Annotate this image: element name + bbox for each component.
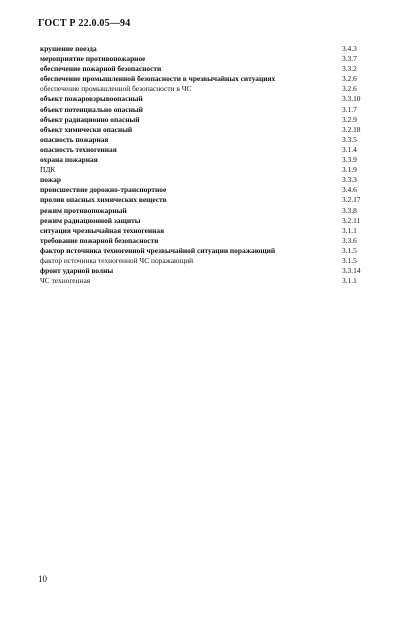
index-ref: 3.1.4 — [342, 144, 357, 154]
index-ref: 3.1.1 — [342, 276, 357, 286]
index-row — [40, 84, 370, 94]
index-ref: 3.3.2 — [342, 64, 357, 74]
index-ref: 3.1.5 — [342, 245, 357, 255]
index-row — [40, 105, 370, 115]
index-ref: 3.3.5 — [342, 134, 357, 144]
index-ref: 3.2.18 — [342, 124, 361, 134]
index-ref: 3.2.9 — [342, 114, 357, 124]
index-row — [40, 185, 370, 195]
index-term: режим противопожарный — [40, 205, 127, 215]
index-row — [40, 266, 370, 276]
index-term: охрана пожарная — [40, 155, 98, 165]
index-term: мероприятие противопожарное — [40, 54, 146, 64]
index-ref: 3.3.7 — [342, 54, 357, 64]
index-term: обеспечение промышленной безопасности в ЧС — [40, 84, 192, 94]
term-index — [40, 44, 370, 286]
document-header: ГОСТ Р 22.0.05—94 — [38, 18, 131, 29]
index-ref: 3.3.8 — [342, 205, 357, 215]
index-row — [40, 125, 370, 135]
index-row — [40, 115, 370, 125]
index-row — [40, 195, 370, 205]
index-row — [40, 276, 370, 286]
index-ref: 3.3.14 — [342, 266, 361, 276]
index-row — [40, 74, 370, 84]
index-row — [40, 94, 370, 104]
index-term: объект радиационно опасный — [40, 114, 140, 124]
index-term: ПДК — [40, 165, 56, 175]
index-row — [40, 155, 370, 165]
index-term: обеспечение промышленной безопасности в чрезвычайных ситуациях — [40, 74, 276, 84]
index-term: объект пожаровзрывоопасный — [40, 94, 143, 104]
index-term: объект химически опасный — [40, 124, 133, 134]
index-ref: 3.3.3 — [342, 175, 357, 185]
index-term: ЧС техногенная — [40, 276, 91, 286]
index-term: опасность пожарная — [40, 134, 109, 144]
index-ref: 3.3.10 — [342, 94, 361, 104]
index-ref: 3.1.5 — [342, 255, 357, 265]
index-ref: 3.3.9 — [342, 155, 357, 165]
index-term: ситуация чрезвычайная техногенная — [40, 225, 165, 235]
index-ref: 3.1.7 — [342, 104, 357, 114]
index-row — [40, 44, 370, 54]
index-term: пожар — [40, 175, 61, 185]
index-term: обеспечение пожарной безопасности — [40, 64, 162, 74]
index-term: пролив опасных химических веществ — [40, 195, 167, 205]
index-term: происшествие дорожно-транспортное — [40, 185, 167, 195]
index-term: фронт ударной волны — [40, 266, 114, 276]
index-term: требование пожарной безопасности — [40, 235, 159, 245]
index-ref: 3.1.9 — [342, 165, 357, 175]
page-number: 10 — [38, 574, 47, 584]
index-row — [40, 246, 370, 256]
index-ref: 3.2.6 — [342, 74, 357, 84]
index-term: режим радиационной защиты — [40, 215, 141, 225]
index-term: опасность техногенная — [40, 144, 117, 154]
index-row — [40, 175, 370, 185]
index-ref: 3.2.11 — [342, 215, 361, 225]
index-ref: 3.4.6 — [342, 185, 357, 195]
index-row — [40, 256, 370, 266]
index-row — [40, 135, 370, 145]
index-row — [40, 64, 370, 74]
index-row — [40, 236, 370, 246]
index-row — [40, 206, 370, 216]
index-row — [40, 145, 370, 155]
index-row — [40, 216, 370, 226]
index-term: фактор источника техногенной ЧС поражающий — [40, 255, 194, 265]
index-row — [40, 226, 370, 236]
index-term: фактор источника техногенной чрезвычайной ситуации поражающий — [40, 245, 276, 255]
index-ref: 3.1.1 — [342, 225, 357, 235]
index-term: крушение поезда — [40, 44, 97, 53]
index-term: объект потенциально опасный — [40, 104, 143, 114]
index-ref: 3.3.6 — [342, 235, 357, 245]
index-row — [40, 165, 370, 175]
index-ref: 3.4.3 — [342, 44, 357, 53]
index-row — [40, 54, 370, 64]
index-ref: 3.2.17 — [342, 195, 361, 205]
index-ref: 3.2.6 — [342, 84, 357, 94]
